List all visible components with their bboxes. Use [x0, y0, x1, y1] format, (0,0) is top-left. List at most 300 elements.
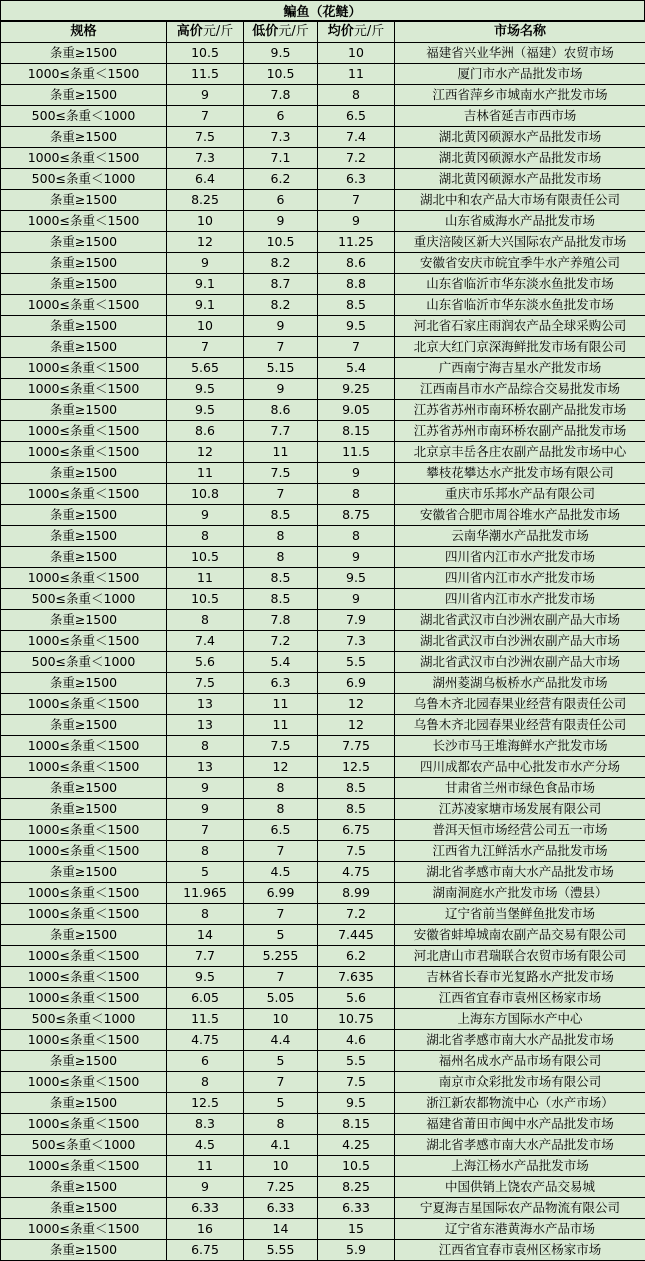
- cell-avg-price: 8.6: [318, 253, 395, 274]
- cell-low-price: 8.5: [244, 589, 318, 610]
- table-row: [1, 1156, 645, 1177]
- cell-avg-price: 9.05: [318, 400, 395, 421]
- cell-market: 安徽省合肥市周谷堆水产品批发市场: [395, 505, 645, 526]
- cell-low-price: 8.2: [244, 253, 318, 274]
- cell-spec: 条重≥1500: [1, 337, 167, 358]
- table-row: [1, 988, 645, 1009]
- table-row: [1, 442, 645, 463]
- cell-avg-price: 10: [318, 43, 395, 64]
- cell-spec: 条重≥1500: [1, 778, 167, 799]
- cell-high-price: 6.4: [167, 169, 244, 190]
- cell-spec: 1000≤条重＜1500: [1, 64, 167, 85]
- table-row: [1, 862, 645, 883]
- cell-low-price: 9.5: [244, 43, 318, 64]
- cell-avg-price: 8: [318, 484, 395, 505]
- cell-high-price: 12: [167, 442, 244, 463]
- cell-market: 厦门市水产品批发市场: [395, 64, 645, 85]
- cell-high-price: 11: [167, 463, 244, 484]
- table-row: [1, 547, 645, 568]
- cell-high-price: 16: [167, 1219, 244, 1240]
- cell-high-price: 13: [167, 715, 244, 736]
- table-row: [1, 358, 645, 379]
- cell-avg-price: 5.5: [318, 652, 395, 673]
- cell-market: 上海江杨水产品批发市场: [395, 1156, 645, 1177]
- cell-low-price: 8: [244, 526, 318, 547]
- cell-low-price: 5: [244, 1093, 318, 1114]
- cell-market: 湖北黄冈硕源水产品批发市场: [395, 169, 645, 190]
- cell-low-price: 6.99: [244, 883, 318, 904]
- table-row: [1, 43, 645, 64]
- table-row: [1, 1219, 645, 1240]
- cell-avg-price: 8.5: [318, 778, 395, 799]
- cell-high-price: 12.5: [167, 1093, 244, 1114]
- cell-low-price: 5: [244, 925, 318, 946]
- cell-avg-price: 6.9: [318, 673, 395, 694]
- cell-market: 湖州菱湖乌板桥水产品批发市场: [395, 673, 645, 694]
- cell-spec: 500≤条重＜1000: [1, 169, 167, 190]
- cell-market: 江苏省苏州市南环桥农副产品批发市场: [395, 400, 645, 421]
- cell-low-price: 7.25: [244, 1177, 318, 1198]
- cell-market: 浙江新农都物流中心（水产市场）: [395, 1093, 645, 1114]
- cell-low-price: 7.5: [244, 736, 318, 757]
- cell-spec: 条重≥1500: [1, 1240, 167, 1261]
- cell-high-price: 8: [167, 610, 244, 631]
- header-low-label: 低价: [252, 24, 279, 39]
- cell-spec: 1000≤条重＜1500: [1, 358, 167, 379]
- cell-market: 江西省九江鲜活水产品批发市场: [395, 841, 645, 862]
- table-row: [1, 568, 645, 589]
- cell-high-price: 9: [167, 799, 244, 820]
- cell-high-price: 10.8: [167, 484, 244, 505]
- cell-avg-price: 8.25: [318, 1177, 395, 1198]
- cell-market: 福建省莆田市闽中水产品批发市场: [395, 1114, 645, 1135]
- cell-high-price: 7.5: [167, 127, 244, 148]
- cell-market: 辽宁省东港黄海水产品市场: [395, 1219, 645, 1240]
- cell-avg-price: 6.75: [318, 820, 395, 841]
- cell-spec: 1000≤条重＜1500: [1, 757, 167, 778]
- cell-avg-price: 9: [318, 547, 395, 568]
- cell-spec: 1000≤条重＜1500: [1, 379, 167, 400]
- cell-high-price: 5.65: [167, 358, 244, 379]
- cell-market: 四川省内江市水产批发市场: [395, 589, 645, 610]
- cell-high-price: 10: [167, 316, 244, 337]
- cell-avg-price: 10.5: [318, 1156, 395, 1177]
- cell-avg-price: 8.15: [318, 421, 395, 442]
- cell-market: 湖北黄冈硕源水产品批发市场: [395, 127, 645, 148]
- cell-spec: 1000≤条重＜1500: [1, 1219, 167, 1240]
- table-row: [1, 589, 645, 610]
- cell-high-price: 8.6: [167, 421, 244, 442]
- table-row: [1, 1051, 645, 1072]
- cell-low-price: 5.4: [244, 652, 318, 673]
- table-row: [1, 1198, 645, 1219]
- cell-market: 云南华潮水产品批发市场: [395, 526, 645, 547]
- cell-avg-price: 7.2: [318, 904, 395, 925]
- cell-spec: 1000≤条重＜1500: [1, 148, 167, 169]
- table-body: [1, 43, 645, 1261]
- cell-high-price: 10.5: [167, 547, 244, 568]
- cell-high-price: 8.25: [167, 190, 244, 211]
- cell-low-price: 7: [244, 1072, 318, 1093]
- cell-high-price: 7.7: [167, 946, 244, 967]
- cell-low-price: 7: [244, 967, 318, 988]
- cell-spec: 1000≤条重＜1500: [1, 1072, 167, 1093]
- cell-spec: 1000≤条重＜1500: [1, 946, 167, 967]
- cell-spec: 500≤条重＜1000: [1, 652, 167, 673]
- table-row: [1, 631, 645, 652]
- cell-spec: 1000≤条重＜1500: [1, 211, 167, 232]
- cell-spec: 条重≥1500: [1, 505, 167, 526]
- cell-low-price: 8.6: [244, 400, 318, 421]
- cell-high-price: 9: [167, 778, 244, 799]
- table-row: [1, 190, 645, 211]
- cell-spec: 1000≤条重＜1500: [1, 694, 167, 715]
- cell-high-price: 9: [167, 505, 244, 526]
- cell-market: 吉林省延吉市西市场: [395, 106, 645, 127]
- cell-low-price: 7.2: [244, 631, 318, 652]
- cell-spec: 条重≥1500: [1, 1093, 167, 1114]
- cell-high-price: 10: [167, 211, 244, 232]
- cell-high-price: 9.5: [167, 379, 244, 400]
- cell-avg-price: 7.4: [318, 127, 395, 148]
- cell-low-price: 9: [244, 379, 318, 400]
- cell-market: 上海东方国际水产中心: [395, 1009, 645, 1030]
- cell-market: 四川成都农产品中心批发市水产分场: [395, 757, 645, 778]
- header-spec: 规格: [1, 22, 167, 43]
- cell-market: 湖北省武汉市白沙洲农副产品大市场: [395, 610, 645, 631]
- cell-avg-price: 7.635: [318, 967, 395, 988]
- cell-high-price: 11: [167, 1156, 244, 1177]
- cell-spec: 条重≥1500: [1, 673, 167, 694]
- cell-avg-price: 7: [318, 190, 395, 211]
- cell-low-price: 7.8: [244, 610, 318, 631]
- cell-avg-price: 9.5: [318, 316, 395, 337]
- cell-spec: 1000≤条重＜1500: [1, 883, 167, 904]
- cell-avg-price: 4.75: [318, 862, 395, 883]
- cell-spec: 条重≥1500: [1, 190, 167, 211]
- cell-spec: 1000≤条重＜1500: [1, 820, 167, 841]
- cell-low-price: 4.4: [244, 1030, 318, 1051]
- cell-low-price: 4.1: [244, 1135, 318, 1156]
- cell-high-price: 7: [167, 106, 244, 127]
- table-row: [1, 652, 645, 673]
- cell-avg-price: 4.25: [318, 1135, 395, 1156]
- cell-spec: 1000≤条重＜1500: [1, 988, 167, 1009]
- cell-low-price: 7: [244, 904, 318, 925]
- cell-low-price: 6.2: [244, 169, 318, 190]
- table-row: [1, 505, 645, 526]
- cell-avg-price: 8.8: [318, 274, 395, 295]
- header-avg-price: [318, 22, 395, 43]
- cell-spec: 1000≤条重＜1500: [1, 442, 167, 463]
- table-row: [1, 1009, 645, 1030]
- cell-high-price: 14: [167, 925, 244, 946]
- cell-spec: 条重≥1500: [1, 1051, 167, 1072]
- cell-low-price: 7.1: [244, 148, 318, 169]
- cell-spec: 条重≥1500: [1, 85, 167, 106]
- cell-high-price: 5.6: [167, 652, 244, 673]
- table-row: [1, 715, 645, 736]
- cell-spec: 条重≥1500: [1, 400, 167, 421]
- cell-market: 湖北省孝感市南大水产品批发市场: [395, 862, 645, 883]
- cell-market: 湖北省孝感市南大水产品批发市场: [395, 1030, 645, 1051]
- table-row: [1, 1072, 645, 1093]
- cell-market: 南京市众彩批发市场有限公司: [395, 1072, 645, 1093]
- table-row: [1, 64, 645, 85]
- cell-market: 湖北中和农产品大市场有限责任公司: [395, 190, 645, 211]
- cell-avg-price: 12.5: [318, 757, 395, 778]
- cell-spec: 500≤条重＜1000: [1, 589, 167, 610]
- cell-market: 四川省内江市水产批发市场: [395, 568, 645, 589]
- cell-avg-price: 8.99: [318, 883, 395, 904]
- cell-avg-price: 4.6: [318, 1030, 395, 1051]
- cell-high-price: 7: [167, 820, 244, 841]
- cell-avg-price: 8.5: [318, 799, 395, 820]
- cell-low-price: 14: [244, 1219, 318, 1240]
- cell-spec: 1000≤条重＜1500: [1, 631, 167, 652]
- cell-spec: 条重≥1500: [1, 799, 167, 820]
- table-row: [1, 820, 645, 841]
- cell-spec: 条重≥1500: [1, 610, 167, 631]
- cell-spec: 条重≥1500: [1, 463, 167, 484]
- cell-spec: 条重≥1500: [1, 526, 167, 547]
- cell-market: 山东省临沂市华东淡水鱼批发市场: [395, 274, 645, 295]
- header-row: [1, 22, 645, 43]
- table-row: [1, 211, 645, 232]
- cell-avg-price: 11.5: [318, 442, 395, 463]
- table-row: [1, 904, 645, 925]
- cell-market: 中国供销上饶农产品交易城: [395, 1177, 645, 1198]
- cell-low-price: 7.5: [244, 463, 318, 484]
- cell-avg-price: 7.5: [318, 841, 395, 862]
- table-row: [1, 232, 645, 253]
- cell-low-price: 5.15: [244, 358, 318, 379]
- cell-spec: 条重≥1500: [1, 274, 167, 295]
- cell-market: 重庆涪陵区新大兴国际农产品批发市场: [395, 232, 645, 253]
- cell-high-price: 13: [167, 757, 244, 778]
- cell-avg-price: 12: [318, 715, 395, 736]
- cell-market: 福州名成水产品市场有限公司: [395, 1051, 645, 1072]
- cell-spec: 条重≥1500: [1, 253, 167, 274]
- cell-high-price: 8: [167, 736, 244, 757]
- cell-spec: 500≤条重＜1000: [1, 1135, 167, 1156]
- table-row: [1, 925, 645, 946]
- cell-low-price: 10.5: [244, 232, 318, 253]
- cell-low-price: 7: [244, 484, 318, 505]
- cell-low-price: 8.5: [244, 568, 318, 589]
- cell-low-price: 11: [244, 694, 318, 715]
- cell-avg-price: 5.5: [318, 1051, 395, 1072]
- table-row: [1, 379, 645, 400]
- cell-high-price: 8: [167, 526, 244, 547]
- cell-low-price: 7: [244, 841, 318, 862]
- table-row: [1, 421, 645, 442]
- table-row: [1, 1240, 645, 1261]
- cell-avg-price: 12: [318, 694, 395, 715]
- cell-avg-price: 7.9: [318, 610, 395, 631]
- cell-avg-price: 9: [318, 463, 395, 484]
- cell-market: 福建省兴业华洲（福建）农贸市场: [395, 43, 645, 64]
- cell-low-price: 7: [244, 337, 318, 358]
- cell-avg-price: 8.75: [318, 505, 395, 526]
- table-row: [1, 106, 645, 127]
- cell-low-price: 8: [244, 547, 318, 568]
- cell-avg-price: 8.15: [318, 1114, 395, 1135]
- cell-market: 长沙市马王堆海鲜水产批发市场: [395, 736, 645, 757]
- cell-avg-price: 8.5: [318, 295, 395, 316]
- cell-market: 北京大红门京深海鲜批发市场有限公司: [395, 337, 645, 358]
- cell-avg-price: 6.5: [318, 106, 395, 127]
- header-high-price: [167, 22, 244, 43]
- cell-low-price: 7.7: [244, 421, 318, 442]
- table-row: [1, 694, 645, 715]
- cell-market: 湖南洞庭水产批发市场（澧县）: [395, 883, 645, 904]
- cell-market: 湖北省武汉市白沙洲农副产品大市场: [395, 652, 645, 673]
- cell-avg-price: 15: [318, 1219, 395, 1240]
- cell-spec: 1000≤条重＜1500: [1, 967, 167, 988]
- cell-market: 湖北省孝感市南大水产品批发市场: [395, 1135, 645, 1156]
- cell-spec: 条重≥1500: [1, 43, 167, 64]
- cell-high-price: 9.5: [167, 400, 244, 421]
- cell-avg-price: 10.75: [318, 1009, 395, 1030]
- cell-low-price: 9: [244, 211, 318, 232]
- header-low-unit: 元/斤: [278, 24, 309, 39]
- cell-high-price: 10.5: [167, 43, 244, 64]
- cell-low-price: 7.3: [244, 127, 318, 148]
- cell-spec: 条重≥1500: [1, 316, 167, 337]
- cell-spec: 条重≥1500: [1, 127, 167, 148]
- cell-high-price: 11.965: [167, 883, 244, 904]
- table-row: [1, 883, 645, 904]
- header-avg-label: 均价: [327, 24, 354, 39]
- cell-avg-price: 6.2: [318, 946, 395, 967]
- cell-high-price: 9: [167, 253, 244, 274]
- cell-high-price: 7: [167, 337, 244, 358]
- cell-spec: 条重≥1500: [1, 1177, 167, 1198]
- header-low-price: [244, 22, 318, 43]
- table-row: [1, 127, 645, 148]
- table-row: [1, 1093, 645, 1114]
- cell-high-price: 5: [167, 862, 244, 883]
- cell-market: 攀枝花攀达水产批发市场有限公司: [395, 463, 645, 484]
- price-table: [0, 21, 645, 1261]
- cell-low-price: 4.5: [244, 862, 318, 883]
- cell-low-price: 8.5: [244, 505, 318, 526]
- cell-avg-price: 7.5: [318, 1072, 395, 1093]
- cell-low-price: 12: [244, 757, 318, 778]
- table-row: [1, 1177, 645, 1198]
- cell-market: 安徽省蚌埠城南农副产品交易有限公司: [395, 925, 645, 946]
- cell-high-price: 6.33: [167, 1198, 244, 1219]
- cell-avg-price: 9.25: [318, 379, 395, 400]
- cell-spec: 1000≤条重＜1500: [1, 1114, 167, 1135]
- cell-high-price: 8: [167, 1072, 244, 1093]
- cell-low-price: 5.55: [244, 1240, 318, 1261]
- cell-market: 四川省内江市水产批发市场: [395, 547, 645, 568]
- cell-market: 江西省宜春市袁州区杨家市场: [395, 1240, 645, 1261]
- cell-high-price: 7.3: [167, 148, 244, 169]
- cell-spec: 1000≤条重＜1500: [1, 1156, 167, 1177]
- cell-low-price: 7.8: [244, 85, 318, 106]
- cell-avg-price: 7.445: [318, 925, 395, 946]
- cell-spec: 1000≤条重＜1500: [1, 841, 167, 862]
- cell-market: 河北省石家庄雨润农产品全球采购公司: [395, 316, 645, 337]
- cell-market: 辽宁省前当堡鲜鱼批发市场: [395, 904, 645, 925]
- cell-high-price: 11: [167, 568, 244, 589]
- cell-high-price: 4.5: [167, 1135, 244, 1156]
- cell-market: 安徽省安庆市皖宜季牛水产养殖公司: [395, 253, 645, 274]
- cell-low-price: 8: [244, 778, 318, 799]
- cell-market: 河北唐山市君瑞联合农贸市场有限公司: [395, 946, 645, 967]
- cell-market: 乌鲁木齐北园春果业经营有限责任公司: [395, 715, 645, 736]
- table-row: [1, 526, 645, 547]
- table-row: [1, 1030, 645, 1051]
- cell-high-price: 8: [167, 841, 244, 862]
- cell-low-price: 10.5: [244, 64, 318, 85]
- cell-market: 湖北省武汉市白沙洲农副产品大市场: [395, 631, 645, 652]
- cell-market: 乌鲁木齐北园春果业经营有限责任公司: [395, 694, 645, 715]
- cell-high-price: 6: [167, 1051, 244, 1072]
- header-avg-unit: 元/斤: [353, 24, 385, 39]
- cell-high-price: 8: [167, 904, 244, 925]
- cell-high-price: 9: [167, 1177, 244, 1198]
- cell-high-price: 9.1: [167, 274, 244, 295]
- cell-spec: 条重≥1500: [1, 547, 167, 568]
- cell-avg-price: 9.5: [318, 1093, 395, 1114]
- cell-high-price: 7.4: [167, 631, 244, 652]
- cell-market: 甘肃省兰州市绿色食品市场: [395, 778, 645, 799]
- cell-low-price: 8: [244, 799, 318, 820]
- cell-avg-price: 11: [318, 64, 395, 85]
- cell-low-price: 6: [244, 106, 318, 127]
- cell-avg-price: 7: [318, 337, 395, 358]
- cell-high-price: 9.5: [167, 967, 244, 988]
- table-row: [1, 484, 645, 505]
- cell-low-price: 11: [244, 715, 318, 736]
- table-row: [1, 799, 645, 820]
- cell-avg-price: 9.5: [318, 568, 395, 589]
- cell-market: 湖北黄冈硕源水产品批发市场: [395, 148, 645, 169]
- cell-low-price: 5.255: [244, 946, 318, 967]
- cell-market: 江西省萍乡市城南水产批发市场: [395, 85, 645, 106]
- table-row: [1, 85, 645, 106]
- cell-high-price: 7.5: [167, 673, 244, 694]
- cell-spec: 1000≤条重＜1500: [1, 295, 167, 316]
- cell-low-price: 6.3: [244, 673, 318, 694]
- table-row: [1, 967, 645, 988]
- table-row: [1, 400, 645, 421]
- table-row: [1, 337, 645, 358]
- table-row: [1, 169, 645, 190]
- table-row: [1, 253, 645, 274]
- cell-low-price: 8.7: [244, 274, 318, 295]
- cell-low-price: 5.05: [244, 988, 318, 1009]
- table-row: [1, 295, 645, 316]
- cell-spec: 条重≥1500: [1, 925, 167, 946]
- cell-market: 重庆市乐邦水产品有限公司: [395, 484, 645, 505]
- cell-low-price: 6.33: [244, 1198, 318, 1219]
- table-row: [1, 1135, 645, 1156]
- table-row: [1, 778, 645, 799]
- cell-avg-price: 6.33: [318, 1198, 395, 1219]
- cell-spec: 1000≤条重＜1500: [1, 904, 167, 925]
- cell-low-price: 9: [244, 316, 318, 337]
- cell-high-price: 8.3: [167, 1114, 244, 1135]
- table-row: [1, 736, 645, 757]
- header-market: 市场名称: [395, 22, 645, 43]
- table-row: [1, 841, 645, 862]
- cell-avg-price: 5.9: [318, 1240, 395, 1261]
